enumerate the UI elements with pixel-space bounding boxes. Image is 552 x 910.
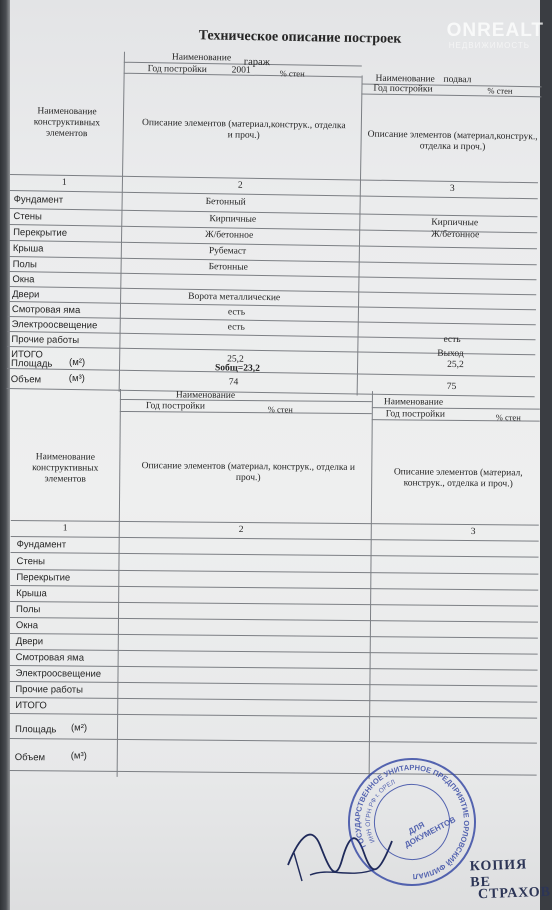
col3-pct-label: % стен [487,85,513,96]
row-unit-volume: (м³) [68,372,85,385]
t2-col3-pct-label: % стен [495,412,521,423]
row-label-inspection-pit: Смотровая яма [11,304,81,317]
copy-stamp-line-1: КОПИЯ ВЕ [469,857,528,891]
buildings-table-1 [7,50,540,398]
row-value-roof: Рубемаст [208,246,247,257]
t2-column-number-1: 1 [62,523,68,534]
row-label-roof: Крыша [12,243,44,255]
t2-row-unit-volume: (м³) [70,750,87,762]
col2-name-value: гараж [243,56,271,69]
column-header-elements: Наименование конструктивных элементов [33,106,101,140]
t2-row-label-roof: Крыша [16,588,47,600]
column-number-1: 1 [61,177,67,188]
t2-col3-year-label: Год постройки [385,409,446,420]
column-number-3: 3 [449,183,455,194]
row-label-lighting: Электроосвещение [11,319,98,332]
t2-row-label-floors: Полы [16,604,41,616]
row-value-volume-col3: 75 [446,381,457,393]
t2-col2-pct-label: % стен [267,404,293,415]
row-label-volume: Объем [10,374,42,386]
row-label-other-works: Прочие работы [11,334,80,347]
stamp-inner-ring-text: ИНН ОГРН РФ г. ОРЕЛ [364,778,397,844]
t2-col3-name-label: Наименование [383,397,444,408]
t2-row-label-area: Площадь [14,724,57,736]
row-label-foundation: Фундамент [13,194,64,206]
t2-row-label-walls: Стены [16,556,46,568]
t2-column-number-3: 3 [470,527,476,538]
row-value-area: 25,2 [227,354,244,365]
col2-description-header: Описание элементов (материал,конструк., отделка и проч.) [142,118,346,141]
t2-row-label-floor-slab: Перекрытие [16,572,71,584]
column-number-2: 2 [237,180,243,191]
copy-stamp-line-2: СТРАХОВ [477,884,552,903]
row-value-floor-slab: Ж/бетонное [205,230,254,241]
stamp-outer-ring-text: ГОСУДАРСТВЕННОЕ УНИТАРНОЕ ПРЕДПРИЯТИЕ ОРЛОВСКИЙ ФИЛИАЛ [352,762,472,882]
row-value-area-col3: 25,2 [447,359,464,371]
row-unit-area: (м²) [69,356,86,369]
row-value-other-works-col3: есть [443,334,461,346]
watermark-subtitle: НЕДВИЖИМОСТЬ [448,41,530,50]
col3-name-label: Наименование [375,73,435,85]
t2-col2-description-header: Описание элементов (материал, конструк., отделка и проч.) [141,461,356,484]
document-title: Техническое описание построек [198,28,402,47]
row-value-doors: Ворота металлические [188,291,281,304]
row-value-walls-col3: Кирпичные [431,217,479,229]
row-label-windows: Окна [12,274,35,286]
t2-row-label-windows: Окна [15,620,39,632]
t2-row-label-inspection-pit: Смотровая яма [15,652,85,664]
row-value-inspection-pit: есть [227,307,246,318]
t2-row-label-doors: Двери [15,636,44,648]
row-value-area-total: Sобщ=23,2 [214,363,260,374]
row-value-foundation: Бетонный [205,197,246,208]
row-value-volume: 74 [228,377,239,388]
t2-row-unit-area: (м²) [70,722,88,734]
col3-year-label: Год постройки [373,83,433,95]
t2-row-label-other-works: Прочие работы [15,684,84,696]
col2-name-label: Наименование [171,52,232,64]
row-value-floor-slab-col3: Ж/бетонное [431,229,480,241]
row-label-doors: Двери [12,289,40,301]
row-value-lighting: есть [227,322,245,333]
t2-column-number-2: 2 [238,524,244,536]
t2-column-header-elements: Наименование конструктивных элементов [32,452,99,485]
t2-col2-year-label: Год постройки [145,401,206,412]
buildings-table-2 [9,388,540,781]
row-label-area: Площадь [10,358,53,370]
row-value-walls: Кирпичные [209,214,257,225]
t2-row-label-total: ИТОГО [15,700,47,712]
col2-year-label: Год постройки [147,64,207,76]
col2-pct-label: % стен [279,68,305,79]
col3-name-value: подвал [443,74,472,86]
stamp-center-text: ДЛЯ ДОКУМЕНТОВ [403,814,458,850]
row-label-total: ИТОГО [11,349,43,361]
t2-col3-description-header: Описание элементов (материал, конструк., отделка и проч.) [393,467,523,490]
col2-year-value: 2001 [231,65,251,76]
t2-row-label-lighting: Электроосвещение [15,668,102,680]
row-label-walls: Стены [13,211,42,223]
t2-row-label-foundation: Фундамент [16,539,67,551]
t2-row-label-volume: Объем [14,752,46,764]
row-label-floor-slab: Перекрытие [13,227,68,239]
row-value-floors: Бетонные [208,262,248,273]
row-label-floors: Полы [12,259,37,271]
t2-col2-name-label: Наименование [175,390,236,401]
watermark-logo: ONREALT [446,20,544,41]
col3-description-header: Описание элементов (материал,конструк., отделка и проч.) [367,129,538,153]
row-value-total-col3: Выход [437,348,464,360]
